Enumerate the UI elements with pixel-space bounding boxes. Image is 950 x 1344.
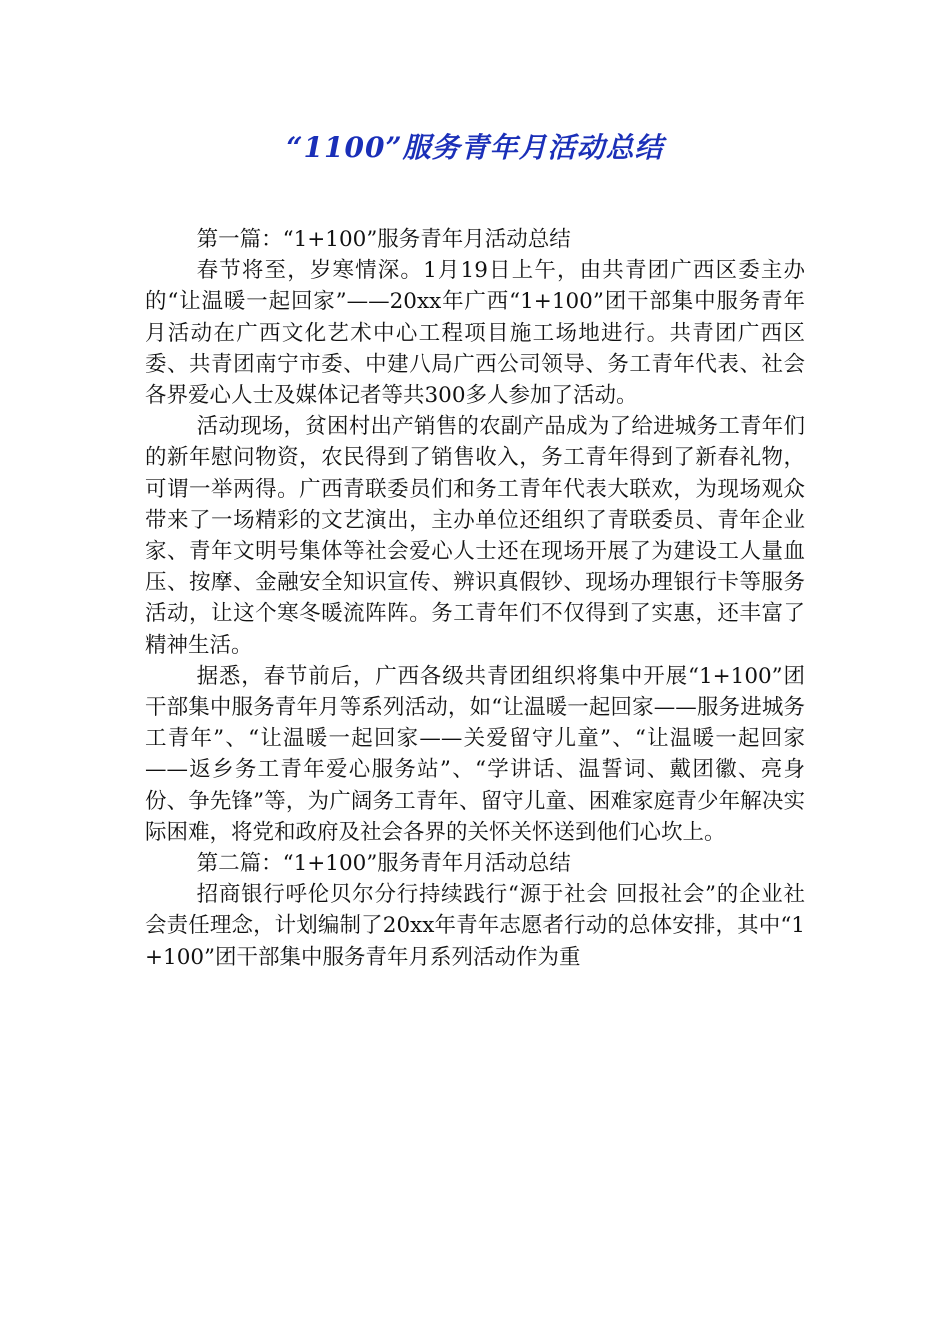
paragraph-4: 招商银行呼伦贝尔分行持续践行“源于社会 回报社会”的企业社会责任理念，计划编制了20xx年青年志愿者行动的总体安排，其中“1+100”团干部集中服务青年月系列活动作为重 — [145, 882, 805, 970]
section-heading-1: 第一篇：“1+100”服务青年月活动总结 — [196, 227, 571, 252]
section-heading-2: 第二篇：“1+100”服务青年月活动总结 — [196, 851, 571, 877]
document-body — [145, 224, 805, 973]
paragraph-3: 据悉，春节前后，广西各级共青团组织将集中开展“1+100”团干部集中服务青年月等系列活动，如“让温暖一起回家——服务进城务工青年”、“让温暖一起回家——关爱留守儿童”、“让温暖一起回家——返乡务工青年爱心服务站”、“学讲话、温誓词、戴团徽、亮身份、争先锋”等，为广阔务工青年、留守儿童、困难家庭青少年解决实际困难，将党和政府及社会各界的关怀关怀送到他们心坎上。 — [145, 663, 805, 845]
paragraph-2: 活动现场，贫困村出产销售的农副产品成为了给进城务工青年们的新年慰问物资，农民得到了销售收入，务工青年得到了新春礼物，可谓一举两得。广西青联委员们和务工青年代表大联欢，为现场观众带来了一场精彩的文艺演出，主办单位还组织了青联委员、青年企业家、青年文明号集体等社会爱心人士还在现场开展了为建设工人量血压、按摩、金融安全知识宣传、辨识真假钞、现场办理银行卡等服务活动，让这个寒冬暖流阵阵。务工青年们不仅得到了实惠，还丰富了精神生活。 — [145, 414, 805, 658]
paragraph-1: 春节将至，岁寒情深。1月19日上午，由共青团广西区委主办的“让温暖一起回家”——20xx年广西“1+100”团干部集中服务青年月活动在广西文化艺术中心工程项目施工场地进行。共青团广西区委、共青团南宁市委、中建八局广西公司领导、务工青年代表、社会各界爱心人士及媒体记者等共300多人参加了活动。 — [145, 258, 805, 409]
document-title: “1100”服务青年月活动总结 — [286, 131, 664, 164]
